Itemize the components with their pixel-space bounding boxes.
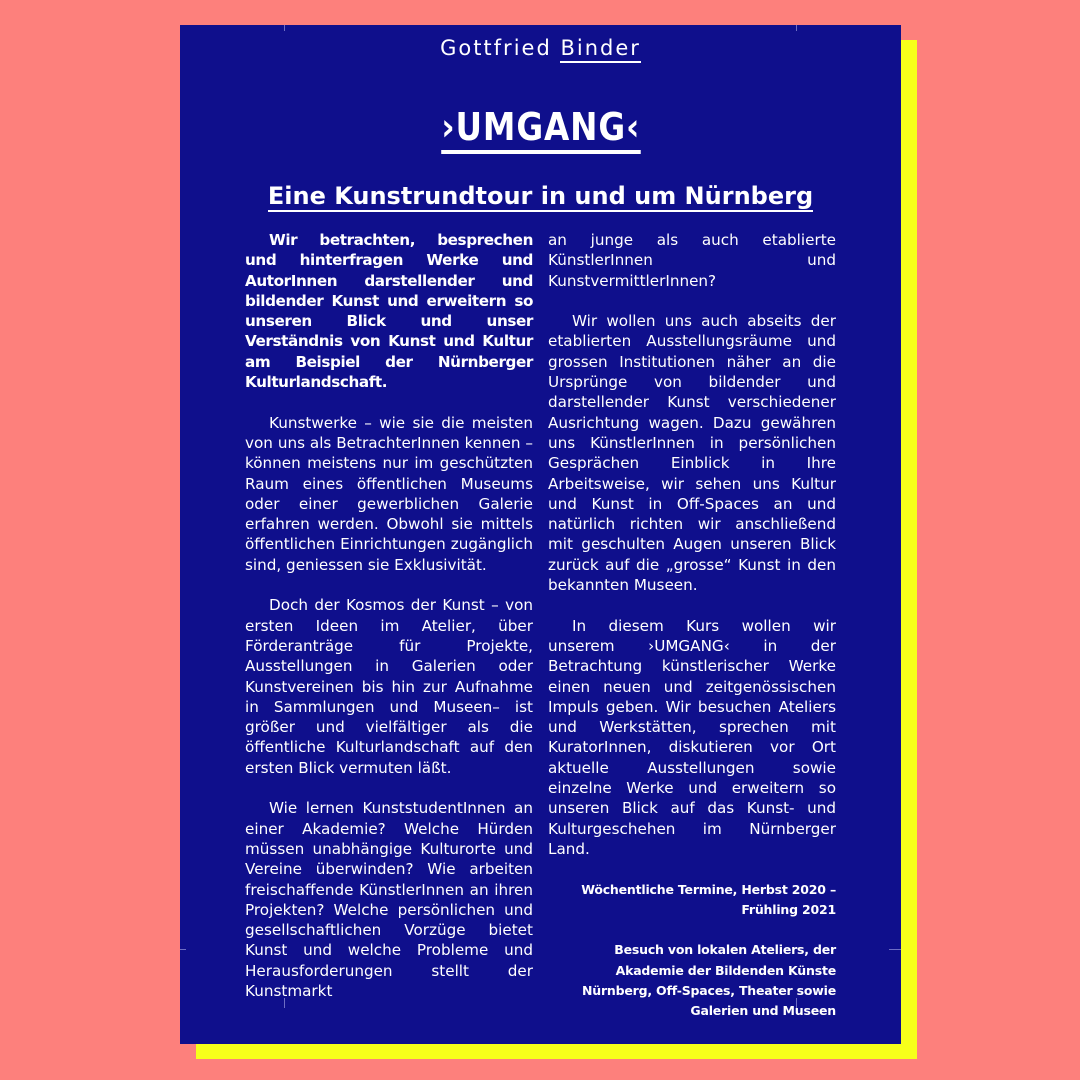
author-first-name: Gottfried bbox=[440, 36, 552, 60]
right-column bbox=[548, 230, 836, 1042]
poster-subtitle-text: Eine Kunstrundtour in und um Nürnberg bbox=[267, 182, 814, 210]
poster-subtitle bbox=[180, 182, 901, 210]
author-last-name: Binder bbox=[560, 36, 640, 63]
crop-mark bbox=[889, 949, 901, 950]
visits-note: Besuch von lokalen Ateliers, der Akademie der Bildenden Künste Nürnberg, Off-Spaces, Theater sowie Galerien und Museen bbox=[582, 942, 836, 1019]
poster-title-text: ›UMGANG‹ bbox=[441, 105, 640, 154]
body-paragraph: Wie lernen KunststudentInnen an einer Akademie? Welche Hürden müssen unabhängige Kulturorte und Vereine überwinden? Wie arbeiten freischaffende KünstlerInnen an ihren Projekten? Welche persönlichen und gesellschaftlichen Vorzüge bietet Kunst und welche Probleme und Herausforderungen stellt der Kunstmarkt bbox=[245, 799, 533, 1000]
crop-mark bbox=[796, 25, 797, 31]
schedule-note: Wöchentliche Termine, Herbst 2020 – Frühling 2021 bbox=[581, 881, 836, 917]
left-column bbox=[245, 230, 533, 1022]
poster-title bbox=[180, 105, 901, 154]
body-paragraph: Wir wollen uns auch abseits der etablierten Ausstellungsräume und grossen Institutionen näher an die Ursprünge von bildender und darstellender Kunst verschiedener Ausrichtung wagen. Dazu gewähren uns KünstlerInnen in persönlichen Gesprächen Einblick in Ihre Arbeitsweise, wir sehen uns Kultur und Kunst in Off-Spaces an und natürlich richten wir anschließend mit geschulten Augen unseren Blick zurück auf die „grosse“ Kunst in den bekannten Museen. bbox=[548, 312, 836, 595]
intro-paragraph: Wir betrachten, besprechen und hinterfragen Werke und AutorInnen darstellender und bildender Kunst und erweitern so unseren Blick und unser Verständnis von Kunst und Kultur am Beispiel der Nürnberger Kulturlandschaft. bbox=[245, 231, 533, 392]
body-paragraph: In diesem Kurs wollen wir unserem ›UMGANG‹ in der Betrachtung künstlerischer Werke einen neuen und zeitgenössischen Impuls geben. Wir besuchen Ateliers und Werkstätten, sprechen mit KuratorInnen, diskutieren vor Ort aktuelle Ausstellungen sowie einzelne Werke und erweitern so unseren Blick auf das Kunst- und Kulturgeschehen im Nürnberger Land. bbox=[548, 616, 836, 858]
crop-mark bbox=[284, 25, 285, 31]
body-paragraph: Kunstwerke – wie sie die meisten von uns als BetrachterInnen kennen – können meistens nur im geschützten Raum eines öffentlichen Museums oder einer gewerblichen Galerie erfahren werden. Obwohl sie mittels öffentlichen Einrichtungen zugänglich sind, geniessen sie Exklusivität. bbox=[245, 413, 533, 574]
crop-mark bbox=[180, 949, 186, 950]
body-paragraph: Doch der Kosmos der Kunst – von ersten Ideen im Atelier, über Förderanträge für Projekte, Ausstellungen in Galerien oder Kunstvereinen bis hin zur Aufnahme in Sammlungen und Museen– ist größer und vielfältiger als die öffentliche Kulturlandschaft auf den ersten Blick vermuten läßt. bbox=[245, 596, 533, 777]
author-name bbox=[180, 36, 901, 60]
poster bbox=[180, 25, 901, 1044]
body-paragraph: an junge als auch etablierte KünstlerInnen und KunstvermittlerInnen? bbox=[548, 231, 836, 290]
